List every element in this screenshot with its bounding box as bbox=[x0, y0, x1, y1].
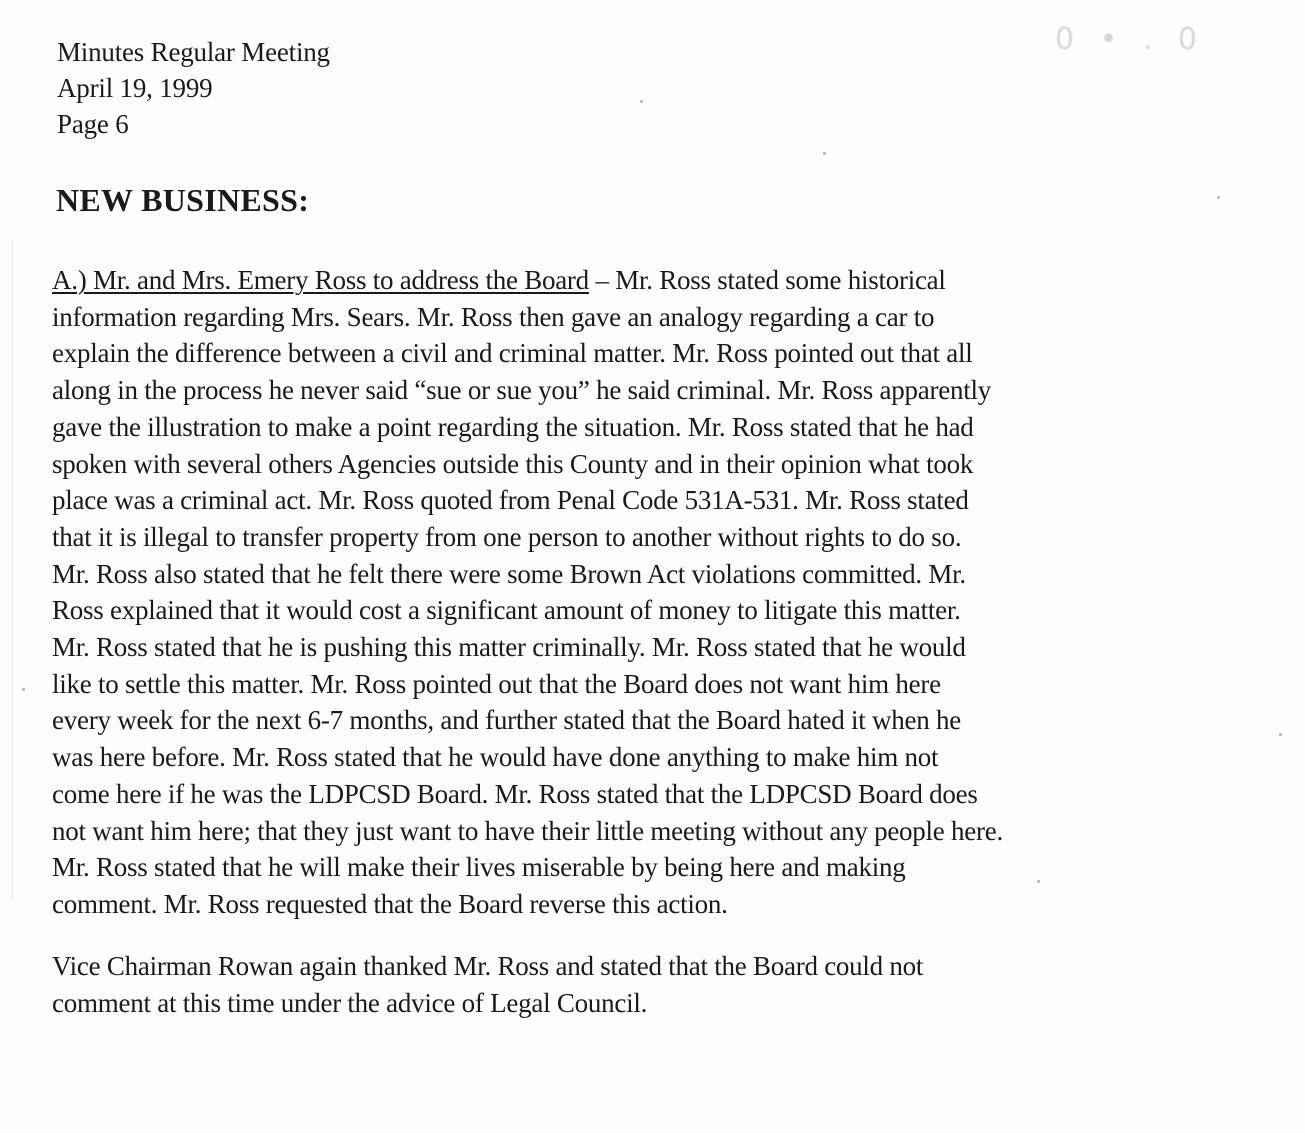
document-header bbox=[57, 34, 330, 142]
paragraph-line: Mr. Ross stated that he is pushing this matter criminally. Mr. Ross stated that he would bbox=[52, 632, 966, 663]
section-title: NEW BUSINESS: bbox=[56, 182, 310, 218]
paragraph-line: come here if he was the LDPCSD Board. Mr. Ross stated that the LDPCSD Board does bbox=[52, 778, 978, 809]
paragraph-line: every week for the next 6-7 months, and further stated that the Board hated it when he bbox=[52, 705, 961, 736]
paragraph-line: Mr. Ross also stated that he felt there were some Brown Act violations committed. Mr. bbox=[52, 558, 966, 589]
item-a-first-line bbox=[52, 262, 1003, 299]
paragraph-line: information regarding Mrs. Sears. Mr. Ross then gave an analogy regarding a car to bbox=[52, 301, 935, 332]
faint-stamp-mark: 0 • . 0 bbox=[1055, 22, 1206, 57]
header-page-number: Page 6 bbox=[57, 109, 129, 139]
paragraph-line: like to settle this matter. Mr. Ross pointed out that the Board does not want him here bbox=[52, 668, 941, 699]
paragraph-line: explain the difference between a civil and criminal matter. Mr. Ross pointed out that all bbox=[52, 338, 973, 369]
paragraph-line: not want him here; that they just want to have their little meeting without any people here. bbox=[52, 815, 1003, 846]
paragraph-line: comment. Mr. Ross requested that the Board reverse this action. bbox=[52, 888, 728, 919]
paragraph-line: Ross explained that it would cost a significant amount of money to litigate this matter. bbox=[52, 595, 961, 626]
closing-paragraph bbox=[52, 948, 923, 1021]
paragraph-line: place was a criminal act. Mr. Ross quoted from Penal Code 531A-531. Mr. Ross stated bbox=[52, 485, 969, 516]
paragraph-line: along in the process he never said “sue or sue you” he said criminal. Mr. Ross apparently bbox=[52, 375, 991, 406]
paragraph-line: spoken with several others Agencies outside this County and in their opinion what took bbox=[52, 448, 974, 479]
header-title: Minutes Regular Meeting bbox=[57, 37, 330, 67]
scan-speck bbox=[1279, 733, 1282, 736]
paragraph-line: was here before. Mr. Ross stated that he would have done anything to make him not bbox=[52, 742, 939, 773]
item-a-heading: A.) Mr. and Mrs. Emery Ross to address the Board bbox=[52, 265, 589, 295]
scan-speck bbox=[640, 100, 643, 103]
item-a-paragraph bbox=[52, 262, 1003, 923]
scan-speck bbox=[1037, 880, 1040, 883]
paragraph-line: comment at this time under the advice of Legal Council. bbox=[52, 987, 648, 1018]
scan-speck bbox=[823, 152, 826, 155]
scan-speck bbox=[22, 688, 25, 691]
scan-margin-line bbox=[12, 240, 13, 900]
header-date: April 19, 1999 bbox=[57, 73, 213, 103]
scan-speck bbox=[1217, 196, 1220, 199]
paragraph-line: that it is illegal to transfer property from one person to another without rights to do so. bbox=[52, 521, 962, 552]
paragraph-line: – Mr. Ross stated some historical bbox=[588, 265, 946, 295]
paragraph-line: Mr. Ross stated that he will make their lives miserable by being here and making bbox=[52, 852, 906, 883]
paragraph-line: gave the illustration to make a point regarding the situation. Mr. Ross stated that he had bbox=[52, 411, 974, 442]
paragraph-line: Vice Chairman Rowan again thanked Mr. Ross and stated that the Board could not bbox=[52, 951, 924, 981]
